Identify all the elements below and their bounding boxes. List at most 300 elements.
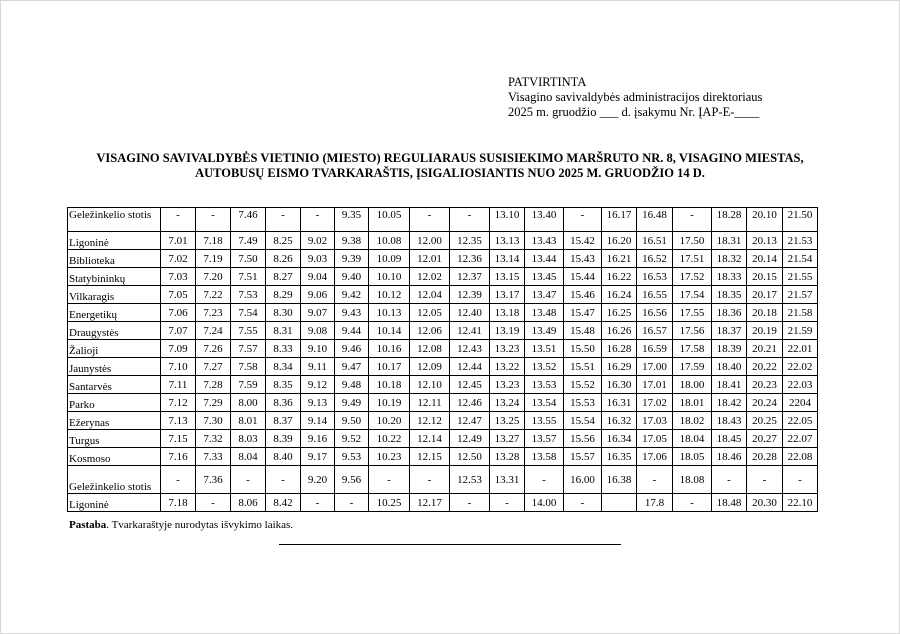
departure-time: 18.04 bbox=[673, 430, 712, 448]
stop-name: Santarvės bbox=[68, 376, 161, 394]
document-title-line-1: VISAGINO SAVIVALDYBĖS VIETINIO (MIESTO) REGULIARAUS SUSISIEKIMO MARŠRUTO NR. 8, VISAGINO MIESTAS, bbox=[96, 151, 804, 165]
departure-time: 17.02 bbox=[637, 394, 673, 412]
departure-time: 22.05 bbox=[783, 412, 818, 430]
departure-time: 12.41 bbox=[450, 322, 490, 340]
departure-time: 9.52 bbox=[335, 430, 369, 448]
departure-time: 9.04 bbox=[301, 268, 335, 286]
departure-time bbox=[602, 494, 637, 512]
departure-time: 13.18 bbox=[490, 304, 525, 322]
departure-time: 18.37 bbox=[712, 322, 747, 340]
departure-time: 12.37 bbox=[450, 268, 490, 286]
departure-time: 22.02 bbox=[783, 358, 818, 376]
departure-time: 16.52 bbox=[637, 250, 673, 268]
timetable-row bbox=[68, 322, 818, 340]
departure-time: 12.08 bbox=[410, 340, 450, 358]
departure-time: 7.27 bbox=[196, 358, 231, 376]
departure-time: 7.10 bbox=[161, 358, 196, 376]
departure-time: 8.37 bbox=[266, 412, 301, 430]
departure-time: 10.08 bbox=[369, 232, 410, 250]
signature-line bbox=[279, 544, 621, 545]
departure-time: 12.05 bbox=[410, 304, 450, 322]
departure-time: - bbox=[301, 208, 335, 232]
departure-time: 13.23 bbox=[490, 376, 525, 394]
departure-time: 13.19 bbox=[490, 322, 525, 340]
departure-time: 13.47 bbox=[525, 286, 564, 304]
departure-time: 12.50 bbox=[450, 448, 490, 466]
departure-time: 17.00 bbox=[637, 358, 673, 376]
departure-time: 13.14 bbox=[490, 250, 525, 268]
departure-time: 12.09 bbox=[410, 358, 450, 376]
departure-time: 8.42 bbox=[266, 494, 301, 512]
departure-time: 15.54 bbox=[564, 412, 602, 430]
stop-name: Draugystės bbox=[68, 322, 161, 340]
departure-time: 13.52 bbox=[525, 358, 564, 376]
departure-time: 8.26 bbox=[266, 250, 301, 268]
departure-time: 7.33 bbox=[196, 448, 231, 466]
departure-time: 22.08 bbox=[783, 448, 818, 466]
departure-time: 22.03 bbox=[783, 376, 818, 394]
departure-time: 16.30 bbox=[602, 376, 637, 394]
stop-name: Vilkaragis bbox=[68, 286, 161, 304]
departure-time: - bbox=[410, 466, 450, 494]
departure-time: 18.00 bbox=[673, 376, 712, 394]
departure-time: 9.08 bbox=[301, 322, 335, 340]
departure-time: 15.42 bbox=[564, 232, 602, 250]
departure-time: 10.13 bbox=[369, 304, 410, 322]
departure-time: 13.55 bbox=[525, 412, 564, 430]
departure-time: 12.49 bbox=[450, 430, 490, 448]
departure-time: 13.13 bbox=[490, 232, 525, 250]
departure-time: 7.29 bbox=[196, 394, 231, 412]
departure-time: 7.59 bbox=[231, 376, 266, 394]
departure-time: 16.38 bbox=[602, 466, 637, 494]
stop-name: Turgus bbox=[68, 430, 161, 448]
departure-time: 20.19 bbox=[747, 322, 783, 340]
departure-time: 17.06 bbox=[637, 448, 673, 466]
departure-time: 8.40 bbox=[266, 448, 301, 466]
timetable-row bbox=[68, 208, 818, 232]
departure-time: 13.57 bbox=[525, 430, 564, 448]
departure-time: - bbox=[161, 466, 196, 494]
departure-time: 12.43 bbox=[450, 340, 490, 358]
departure-time: - bbox=[161, 208, 196, 232]
departure-time: 18.01 bbox=[673, 394, 712, 412]
departure-time: 20.27 bbox=[747, 430, 783, 448]
departure-time: - bbox=[266, 208, 301, 232]
departure-time: 16.35 bbox=[602, 448, 637, 466]
departure-time: 16.00 bbox=[564, 466, 602, 494]
approval-issuer: Visagino savivaldybės administracijos direktoriaus bbox=[508, 90, 763, 104]
departure-time: 20.10 bbox=[747, 208, 783, 232]
departure-time: 20.22 bbox=[747, 358, 783, 376]
timetable-row bbox=[68, 358, 818, 376]
departure-time: 9.44 bbox=[335, 322, 369, 340]
departure-time: 21.55 bbox=[783, 268, 818, 286]
departure-time: - bbox=[301, 494, 335, 512]
departure-time: 20.15 bbox=[747, 268, 783, 286]
departure-time: 16.20 bbox=[602, 232, 637, 250]
departure-time: 16.55 bbox=[637, 286, 673, 304]
departure-time: 13.49 bbox=[525, 322, 564, 340]
departure-time: 13.53 bbox=[525, 376, 564, 394]
departure-time: 8.01 bbox=[231, 412, 266, 430]
departure-time: 17.01 bbox=[637, 376, 673, 394]
departure-time: 18.28 bbox=[712, 208, 747, 232]
departure-time: 15.51 bbox=[564, 358, 602, 376]
timetable-row bbox=[68, 232, 818, 250]
departure-time: 20.17 bbox=[747, 286, 783, 304]
departure-time: 17.59 bbox=[673, 358, 712, 376]
document-title bbox=[60, 151, 840, 181]
departure-time: 16.28 bbox=[602, 340, 637, 358]
departure-time: 18.32 bbox=[712, 250, 747, 268]
departure-time: 7.50 bbox=[231, 250, 266, 268]
departure-time: 7.58 bbox=[231, 358, 266, 376]
departure-time: 8.06 bbox=[231, 494, 266, 512]
departure-time: 7.19 bbox=[196, 250, 231, 268]
stop-name: Parko bbox=[68, 394, 161, 412]
note-text: . Tvarkaraštyje nurodytas išvykimo laikas. bbox=[106, 519, 294, 531]
departure-time: 10.22 bbox=[369, 430, 410, 448]
departure-time: 13.45 bbox=[525, 268, 564, 286]
departure-time: 12.17 bbox=[410, 494, 450, 512]
departure-time: - bbox=[525, 466, 564, 494]
departure-time: 12.39 bbox=[450, 286, 490, 304]
departure-time: 18.33 bbox=[712, 268, 747, 286]
departure-time: 12.35 bbox=[450, 232, 490, 250]
departure-time: 8.34 bbox=[266, 358, 301, 376]
stop-name: Žalioji bbox=[68, 340, 161, 358]
departure-time: 7.24 bbox=[196, 322, 231, 340]
departure-time: 16.22 bbox=[602, 268, 637, 286]
departure-time: 9.06 bbox=[301, 286, 335, 304]
departure-time: 16.32 bbox=[602, 412, 637, 430]
departure-time: 12.40 bbox=[450, 304, 490, 322]
departure-time: 12.06 bbox=[410, 322, 450, 340]
departure-time: 7.20 bbox=[196, 268, 231, 286]
departure-time: 18.05 bbox=[673, 448, 712, 466]
departure-time: 17.51 bbox=[673, 250, 712, 268]
departure-time: - bbox=[369, 466, 410, 494]
departure-time: 21.53 bbox=[783, 232, 818, 250]
stop-name: Statybininkų bbox=[68, 268, 161, 286]
departure-time: 17.03 bbox=[637, 412, 673, 430]
departure-time: 9.20 bbox=[301, 466, 335, 494]
departure-time: 7.32 bbox=[196, 430, 231, 448]
departure-time: - bbox=[450, 208, 490, 232]
departure-time: 9.14 bbox=[301, 412, 335, 430]
departure-time: - bbox=[450, 494, 490, 512]
departure-time: 8.29 bbox=[266, 286, 301, 304]
departure-time: 7.06 bbox=[161, 304, 196, 322]
departure-time: 18.45 bbox=[712, 430, 747, 448]
departure-time: 12.04 bbox=[410, 286, 450, 304]
stop-name: Energetikų bbox=[68, 304, 161, 322]
departure-time: 18.02 bbox=[673, 412, 712, 430]
departure-time: 13.23 bbox=[490, 340, 525, 358]
departure-time: 7.13 bbox=[161, 412, 196, 430]
departure-time: 20.14 bbox=[747, 250, 783, 268]
departure-time: 16.56 bbox=[637, 304, 673, 322]
departure-time: 18.40 bbox=[712, 358, 747, 376]
departure-time: 9.03 bbox=[301, 250, 335, 268]
departure-time: 16.26 bbox=[602, 322, 637, 340]
document-title-line-2: AUTOBUSŲ EISMO TVARKARAŠTIS, ĮSIGALIOSIANTIS NUO 2025 M. GRUODŽIO 14 D. bbox=[195, 166, 705, 180]
departure-time: 15.56 bbox=[564, 430, 602, 448]
departure-time: 9.48 bbox=[335, 376, 369, 394]
departure-time: 2204 bbox=[783, 394, 818, 412]
departure-time: 10.10 bbox=[369, 268, 410, 286]
timetable-row bbox=[68, 340, 818, 358]
departure-time: 8.39 bbox=[266, 430, 301, 448]
approval-heading: PATVIRTINTA bbox=[508, 75, 587, 89]
departure-time: 17.55 bbox=[673, 304, 712, 322]
departure-time: 8.30 bbox=[266, 304, 301, 322]
departure-time: 9.02 bbox=[301, 232, 335, 250]
departure-time: 7.12 bbox=[161, 394, 196, 412]
departure-time: 16.24 bbox=[602, 286, 637, 304]
departure-time: 10.05 bbox=[369, 208, 410, 232]
departure-time: 18.31 bbox=[712, 232, 747, 250]
departure-time: 9.56 bbox=[335, 466, 369, 494]
departure-time: - bbox=[783, 466, 818, 494]
departure-time: - bbox=[196, 494, 231, 512]
departure-time: 7.11 bbox=[161, 376, 196, 394]
departure-time: 8.04 bbox=[231, 448, 266, 466]
departure-time: 9.50 bbox=[335, 412, 369, 430]
departure-time: 12.45 bbox=[450, 376, 490, 394]
departure-time: 7.09 bbox=[161, 340, 196, 358]
stop-name: Ligoninė bbox=[68, 494, 161, 512]
timetable-row bbox=[68, 430, 818, 448]
departure-time: 9.12 bbox=[301, 376, 335, 394]
timetable-row bbox=[68, 250, 818, 268]
departure-time: - bbox=[266, 466, 301, 494]
departure-time: 21.50 bbox=[783, 208, 818, 232]
departure-time: 20.30 bbox=[747, 494, 783, 512]
departure-time: 7.26 bbox=[196, 340, 231, 358]
stop-name: Biblioteka bbox=[68, 250, 161, 268]
departure-time: 7.03 bbox=[161, 268, 196, 286]
departure-time: 13.25 bbox=[490, 412, 525, 430]
departure-time: 7.30 bbox=[196, 412, 231, 430]
timetable-row bbox=[68, 448, 818, 466]
departure-time: 7.23 bbox=[196, 304, 231, 322]
departure-time: 20.13 bbox=[747, 232, 783, 250]
departure-time: 16.17 bbox=[602, 208, 637, 232]
departure-time: 16.59 bbox=[637, 340, 673, 358]
departure-time: 10.25 bbox=[369, 494, 410, 512]
departure-time: 16.51 bbox=[637, 232, 673, 250]
departure-time: 18.42 bbox=[712, 394, 747, 412]
departure-time: 22.07 bbox=[783, 430, 818, 448]
departure-time: 7.16 bbox=[161, 448, 196, 466]
departure-time: 12.15 bbox=[410, 448, 450, 466]
departure-time: 7.05 bbox=[161, 286, 196, 304]
departure-time: 9.17 bbox=[301, 448, 335, 466]
departure-time: - bbox=[231, 466, 266, 494]
departure-time: 9.43 bbox=[335, 304, 369, 322]
departure-time: - bbox=[490, 494, 525, 512]
departure-time: 13.43 bbox=[525, 232, 564, 250]
departure-time: 13.28 bbox=[490, 448, 525, 466]
departure-time: - bbox=[196, 208, 231, 232]
departure-time: 7.55 bbox=[231, 322, 266, 340]
stop-name: Geležinkelio stotis bbox=[68, 208, 161, 232]
departure-time: 18.41 bbox=[712, 376, 747, 394]
timetable-row bbox=[68, 466, 818, 494]
departure-time: 10.14 bbox=[369, 322, 410, 340]
timetable-row bbox=[68, 494, 818, 512]
departure-time: 8.31 bbox=[266, 322, 301, 340]
departure-time: 7.18 bbox=[196, 232, 231, 250]
departure-time: 15.57 bbox=[564, 448, 602, 466]
departure-time: 13.44 bbox=[525, 250, 564, 268]
departure-time: 7.02 bbox=[161, 250, 196, 268]
departure-time: 7.07 bbox=[161, 322, 196, 340]
departure-time: 13.10 bbox=[490, 208, 525, 232]
departure-time: - bbox=[673, 208, 712, 232]
departure-time: 15.52 bbox=[564, 376, 602, 394]
stop-name: Jaunystės bbox=[68, 358, 161, 376]
departure-time: 13.15 bbox=[490, 268, 525, 286]
departure-time: 17.50 bbox=[673, 232, 712, 250]
departure-time: 13.40 bbox=[525, 208, 564, 232]
departure-time: 9.07 bbox=[301, 304, 335, 322]
departure-time: 21.57 bbox=[783, 286, 818, 304]
departure-time: 12.47 bbox=[450, 412, 490, 430]
departure-time: 14.00 bbox=[525, 494, 564, 512]
departure-time: 9.11 bbox=[301, 358, 335, 376]
departure-time: 17.54 bbox=[673, 286, 712, 304]
departure-time: 21.58 bbox=[783, 304, 818, 322]
departure-time: 17.05 bbox=[637, 430, 673, 448]
departure-time: 9.13 bbox=[301, 394, 335, 412]
departure-time: 7.15 bbox=[161, 430, 196, 448]
departure-time: 9.47 bbox=[335, 358, 369, 376]
departure-time: 7.54 bbox=[231, 304, 266, 322]
departure-time: 10.19 bbox=[369, 394, 410, 412]
departure-time: 12.53 bbox=[450, 466, 490, 494]
departure-time: 12.44 bbox=[450, 358, 490, 376]
departure-time: 20.21 bbox=[747, 340, 783, 358]
departure-time: 8.00 bbox=[231, 394, 266, 412]
departure-time: 18.35 bbox=[712, 286, 747, 304]
departure-time: 9.38 bbox=[335, 232, 369, 250]
departure-time: 9.40 bbox=[335, 268, 369, 286]
departure-time: 16.34 bbox=[602, 430, 637, 448]
departure-time: 21.54 bbox=[783, 250, 818, 268]
departure-time: 9.39 bbox=[335, 250, 369, 268]
departure-time: 9.10 bbox=[301, 340, 335, 358]
departure-time: 10.20 bbox=[369, 412, 410, 430]
departure-time: 15.53 bbox=[564, 394, 602, 412]
departure-time: 18.36 bbox=[712, 304, 747, 322]
departure-time: 18.08 bbox=[673, 466, 712, 494]
departure-time: 13.27 bbox=[490, 430, 525, 448]
departure-time: 13.17 bbox=[490, 286, 525, 304]
timetable-row bbox=[68, 304, 818, 322]
departure-time: 13.48 bbox=[525, 304, 564, 322]
departure-time: 13.54 bbox=[525, 394, 564, 412]
departure-time: 16.29 bbox=[602, 358, 637, 376]
departure-time: 20.25 bbox=[747, 412, 783, 430]
departure-time: 9.49 bbox=[335, 394, 369, 412]
note-label: Pastaba bbox=[69, 519, 107, 531]
departure-time: 16.31 bbox=[602, 394, 637, 412]
departure-time: 18.39 bbox=[712, 340, 747, 358]
departure-time: 20.28 bbox=[747, 448, 783, 466]
departure-time: - bbox=[747, 466, 783, 494]
departure-time: - bbox=[637, 466, 673, 494]
departure-time: 18.48 bbox=[712, 494, 747, 512]
timetable-row bbox=[68, 376, 818, 394]
departure-time: 7.57 bbox=[231, 340, 266, 358]
departure-time: - bbox=[673, 494, 712, 512]
departure-time: 7.46 bbox=[231, 208, 266, 232]
departure-time: 13.24 bbox=[490, 394, 525, 412]
departure-time: 16.57 bbox=[637, 322, 673, 340]
departure-time: 13.51 bbox=[525, 340, 564, 358]
departure-time: 15.44 bbox=[564, 268, 602, 286]
departure-time: 10.17 bbox=[369, 358, 410, 376]
departure-time: 18.46 bbox=[712, 448, 747, 466]
departure-time: 12.14 bbox=[410, 430, 450, 448]
departure-time: 17.58 bbox=[673, 340, 712, 358]
departure-time: 13.31 bbox=[490, 466, 525, 494]
departure-time: 9.35 bbox=[335, 208, 369, 232]
departure-time: 20.23 bbox=[747, 376, 783, 394]
departure-time: 12.46 bbox=[450, 394, 490, 412]
departure-time: 12.36 bbox=[450, 250, 490, 268]
departure-time: 9.42 bbox=[335, 286, 369, 304]
departure-time: 20.18 bbox=[747, 304, 783, 322]
departure-time: 22.10 bbox=[783, 494, 818, 512]
departure-time: 15.43 bbox=[564, 250, 602, 268]
departure-time: 15.47 bbox=[564, 304, 602, 322]
departure-time: 12.02 bbox=[410, 268, 450, 286]
departure-time: 15.46 bbox=[564, 286, 602, 304]
departure-time: 12.12 bbox=[410, 412, 450, 430]
timetable-row bbox=[68, 394, 818, 412]
departure-time: 18.43 bbox=[712, 412, 747, 430]
stop-name: Geležinkelio stotis bbox=[68, 466, 161, 494]
timetable bbox=[67, 207, 818, 512]
departure-time: 7.49 bbox=[231, 232, 266, 250]
departure-time: 12.11 bbox=[410, 394, 450, 412]
departure-time: 8.35 bbox=[266, 376, 301, 394]
departure-time: 8.27 bbox=[266, 268, 301, 286]
departure-time: - bbox=[712, 466, 747, 494]
departure-time: 16.25 bbox=[602, 304, 637, 322]
departure-time: 16.53 bbox=[637, 268, 673, 286]
departure-time: 12.01 bbox=[410, 250, 450, 268]
stop-name: Ligoninė bbox=[68, 232, 161, 250]
departure-time: 12.10 bbox=[410, 376, 450, 394]
departure-time: 9.16 bbox=[301, 430, 335, 448]
departure-time: 9.46 bbox=[335, 340, 369, 358]
departure-time: 10.23 bbox=[369, 448, 410, 466]
departure-time: 20.24 bbox=[747, 394, 783, 412]
departure-time: 17.8 bbox=[637, 494, 673, 512]
stop-name: Kosmoso bbox=[68, 448, 161, 466]
departure-time: 7.01 bbox=[161, 232, 196, 250]
departure-time: 7.22 bbox=[196, 286, 231, 304]
departure-time: 7.28 bbox=[196, 376, 231, 394]
timetable-row bbox=[68, 286, 818, 304]
departure-time: 7.18 bbox=[161, 494, 196, 512]
departure-time: 17.52 bbox=[673, 268, 712, 286]
